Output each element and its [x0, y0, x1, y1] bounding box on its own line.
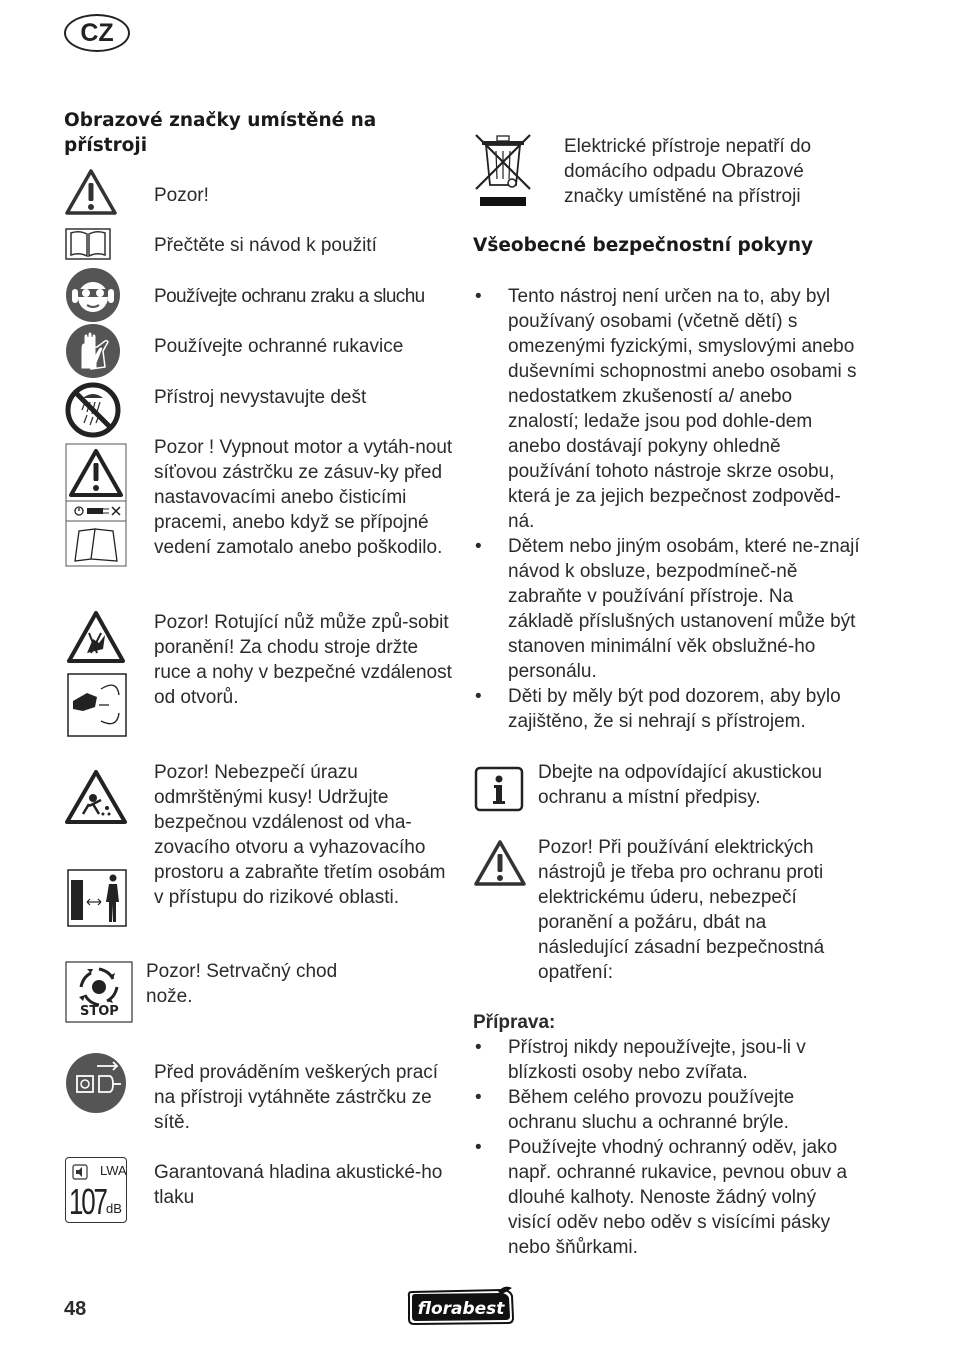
- symbol-text-pull-plug: Před prováděním veškerých prací na přístroji vytáhněte zástrčku ze sítě.: [154, 1062, 439, 1133]
- symbol-text-thrown: Pozor! Nebezpečí úrazu odmrštěnými kusy! Udržujte bezpečnou vzdálenost od vha-zovacího otvoru a vyhazovacího prostoru a zabraňte třetím osobám v přístupu do rizikové oblasti.: [154, 762, 446, 908]
- pull-plug-icon: [65, 1052, 127, 1119]
- list-item: • Během celého provozu používejte ochranu sluchu a ochranné brýle.: [473, 1085, 863, 1135]
- symbol-text-manual: Přečtěte si návod k použití: [154, 235, 377, 256]
- sound-level-value: 107: [69, 1181, 106, 1222]
- symbol-text-attention: Pozor!: [154, 185, 209, 206]
- sound-level-label: LWA: [100, 1163, 127, 1178]
- brand-logo: [406, 1286, 516, 1326]
- preparation-list: [473, 1035, 863, 1260]
- list-item: • Tento nástroj není určen na to, aby byl používaný osobami (včetně dětí) s omezenými fyzickými, smyslovými anebo duševními schopnostmi anebo osobami s nedostatkem zkušeností a/ anebo znalostí; ledaže jsou pod dohle-dem anebo dostávají pokyny ohledně používání tohoto nástroje skrze osobu, která je za jejich bezpečnost zodpověd-ná.: [473, 284, 863, 534]
- gloves-icon: [65, 323, 121, 384]
- sound-level-unit: dB: [106, 1201, 122, 1216]
- warning-triangle-icon: [65, 169, 117, 220]
- list-item: • Přístroj nikdy nepoužívejte, jsou-li v blízkosti osoby nebo zvířata.: [473, 1035, 863, 1085]
- preparation-heading: Příprava:: [473, 1012, 556, 1033]
- info-icon: [474, 766, 524, 817]
- page-number: 48: [64, 1298, 87, 1320]
- weee-text: Elektrické přístroje nepatří do domácího odpadu Obrazové značky umístěné na přístroji: [564, 136, 812, 207]
- sound-level-icon: [65, 1157, 127, 1223]
- safety-list: [473, 284, 863, 734]
- no-rain-icon: [65, 382, 121, 443]
- general-safety-heading: Všeobecné bezpečnostní pokyny: [473, 235, 814, 256]
- unplug-warning-icon: [65, 443, 127, 572]
- electrical-warning-text: Pozor! Při používání elektrických nástrojů je třeba pro ochranu proti elektrickému úderu, nebezpečí poranění a požáru, dbát na následující zásadní bezpečnostná opatření:: [538, 837, 825, 983]
- weee-bin-icon: [472, 131, 534, 214]
- symbols-heading: Obrazové značky umístěné na přístroji: [64, 110, 377, 156]
- symbol-text-no-rain: Přístroj nevystavujte dešt: [154, 387, 367, 408]
- list-item: • Děti by měly být pod dozorem, aby bylo zajištěno, že si nehrají s přístrojem.: [473, 684, 863, 734]
- symbol-text-sound-level: Garantovaná hladina akustické-ho tlaku: [154, 1162, 443, 1208]
- info-text: Dbejte na odpovídající akustickou ochranu a místní předpisy.: [538, 762, 823, 808]
- brand-logo-text: florabest: [417, 1299, 505, 1319]
- language-badge: CZ: [64, 14, 130, 52]
- symbol-text-unplug: Pozor ! Vypnout motor a vytáh-nout síťovou zástrčku ze zásuv-ky před nastavovacími anebo čisticími pracemi, anebo když se přípojné vedení zamotalo anebo poškodilo.: [154, 437, 453, 558]
- list-item: • Dětem nebo jiným osobám, které ne-znají návod k obsluze, bezpodmíneč-ně zabraňte v používání přístroje. Na základě příslušných ustanovení může být stanoven minimální věk obslužné-ho personálu.: [473, 534, 863, 684]
- eye-ear-protection-icon: [65, 267, 121, 328]
- thrown-objects-icon: [63, 768, 129, 933]
- manual-book-icon: [65, 228, 111, 265]
- list-item: • Používejte vhodný ochranný oděv, jako např. ochranné rukavice, pevnou obuv a dlouhé kalhoty. Nenoste žádný volný visící oděv nebo oděv s visícími pásky nebo šňůrkami.: [473, 1135, 863, 1260]
- rotating-blade-icon: [65, 609, 127, 742]
- symbol-text-blade-stop: Pozor! Setrvačný chod nože.: [146, 961, 338, 1007]
- symbol-text-eye-ear: Používejte ochranu zraku a sluchu: [154, 286, 425, 307]
- symbol-text-blade: Pozor! Rotující nůž může způ-sobit poranění! Za chodu stroje držte ruce a nohy v bezpečné vzdálenost od otvorů.: [154, 612, 452, 708]
- symbol-text-gloves: Používejte ochranné rukavice: [154, 336, 404, 357]
- warning-triangle-icon: [474, 840, 526, 891]
- stop-label: STOP: [80, 1004, 119, 1019]
